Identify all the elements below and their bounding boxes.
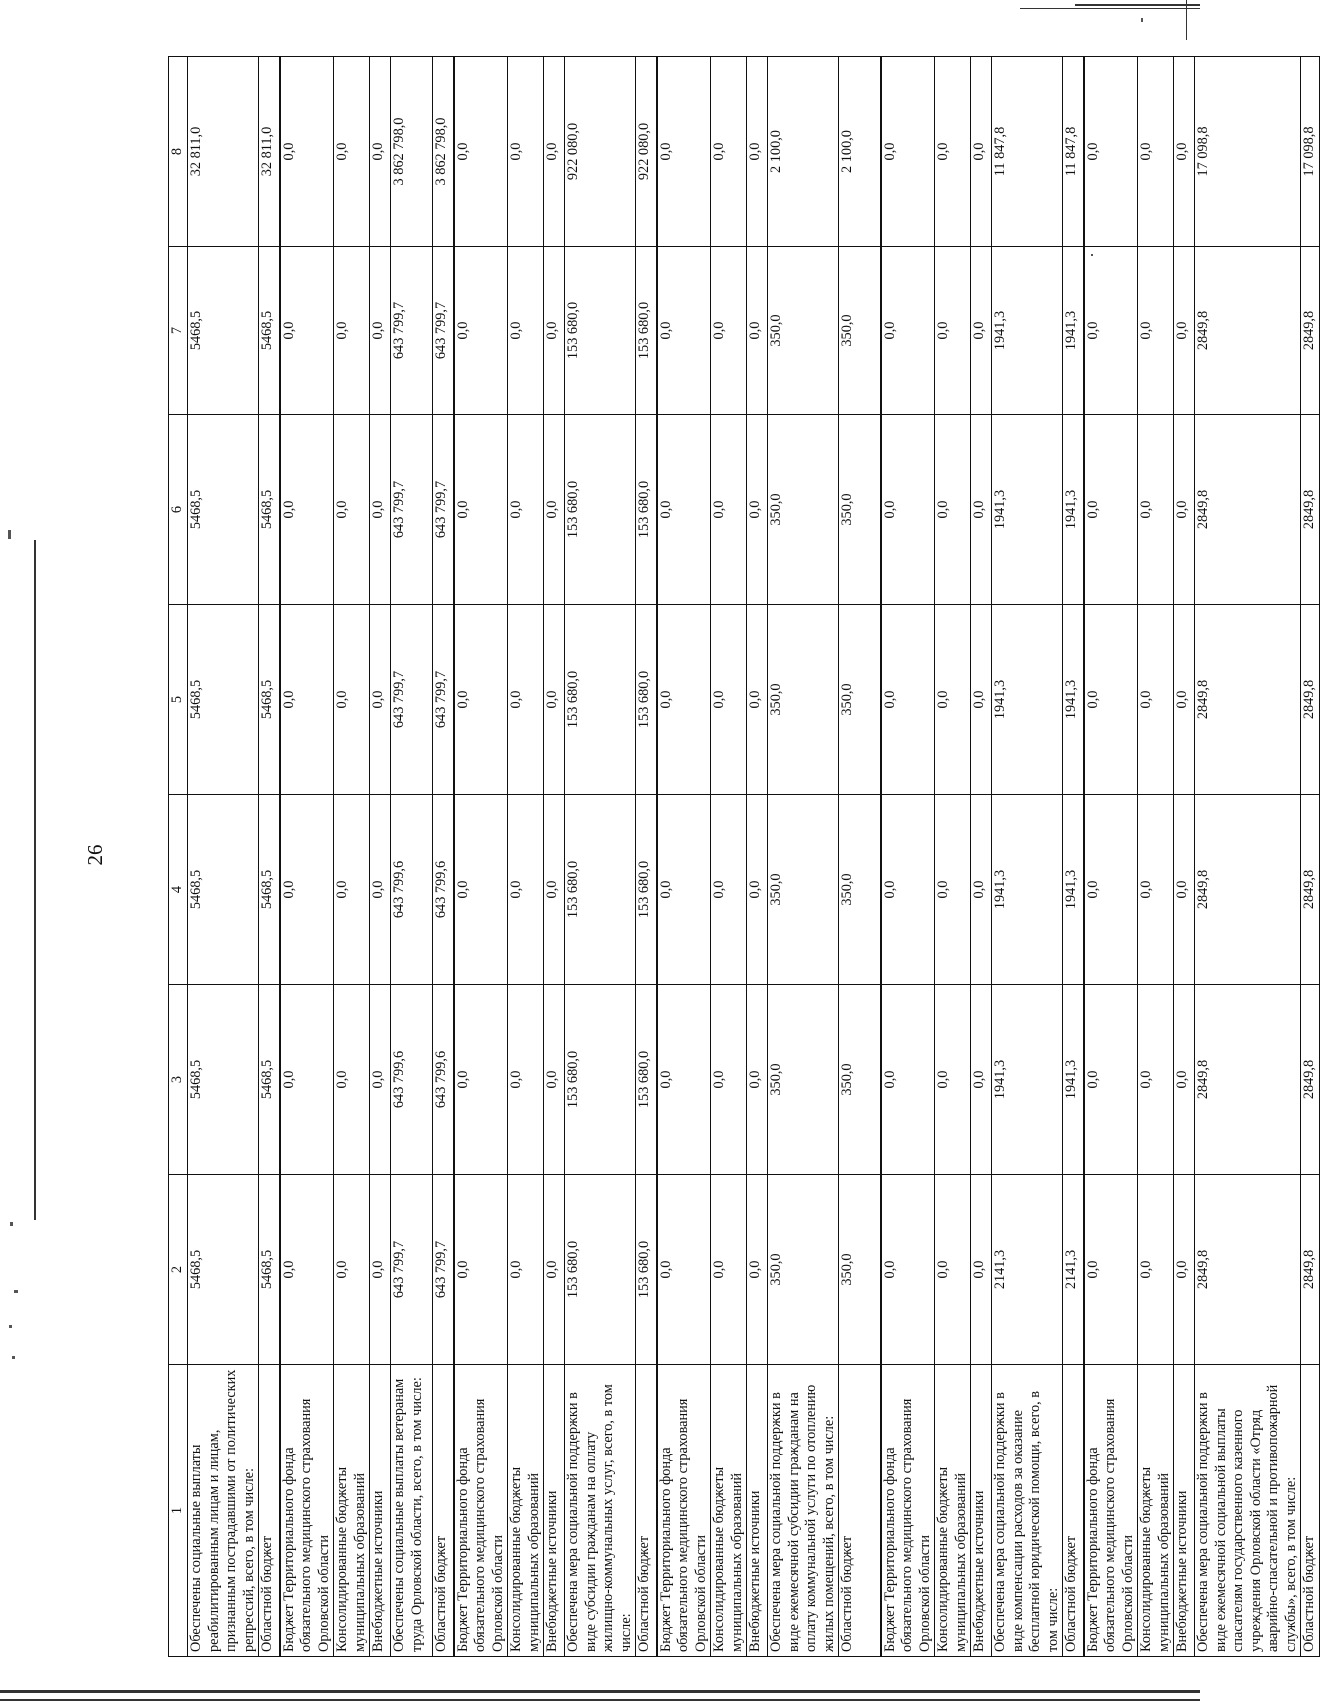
cell-value: 0,0 bbox=[454, 57, 508, 247]
table-row bbox=[881, 57, 935, 1657]
cell-value: 0,0 bbox=[657, 985, 711, 1175]
table-row bbox=[711, 57, 747, 1657]
row-label: Обеспечена мера социальной поддержки в виде ежемесячной субсидии гражданам на оплату коммунальной услуги по отоплению жилых помещений, всего, в том числе: bbox=[768, 1365, 839, 1657]
cell-value: 2 100,0 bbox=[768, 57, 839, 247]
cell-value: 0,0 bbox=[657, 605, 711, 795]
cell-value: 3 862 798,0 bbox=[391, 57, 433, 247]
cell-value: 1941,3 bbox=[1063, 795, 1084, 985]
table-row bbox=[768, 57, 839, 1657]
cell-value: 0,0 bbox=[1174, 795, 1195, 985]
cell-value: 0,0 bbox=[544, 985, 565, 1175]
row-label: Областной бюджет bbox=[433, 1365, 454, 1657]
cell-value: 0,0 bbox=[508, 1175, 544, 1365]
cell-value: 643 799,7 bbox=[433, 247, 454, 415]
column-header: 7 bbox=[169, 247, 188, 415]
cell-value: 153 680,0 bbox=[565, 985, 636, 1175]
scan-speck bbox=[1141, 18, 1143, 22]
cell-value: 0,0 bbox=[370, 985, 391, 1175]
cell-value: 0,0 bbox=[1084, 795, 1138, 985]
cell-value: 0,0 bbox=[1138, 985, 1174, 1175]
cell-value: 0,0 bbox=[971, 795, 992, 985]
page-number: 26 bbox=[83, 844, 107, 866]
table-row bbox=[1138, 57, 1174, 1657]
cell-value: 0,0 bbox=[280, 985, 334, 1175]
cell-value: 0,0 bbox=[935, 415, 971, 605]
scan-edge-line bbox=[1075, 4, 1200, 6]
cell-value: 0,0 bbox=[508, 247, 544, 415]
cell-value: 0,0 bbox=[971, 247, 992, 415]
cell-value: 0,0 bbox=[544, 605, 565, 795]
cell-value: 153 680,0 bbox=[636, 985, 657, 1175]
row-label: Обеспечены социальные выплаты ветеранам труда Орловской области, всего, в том числе: bbox=[391, 1365, 433, 1657]
cell-value: 0,0 bbox=[508, 57, 544, 247]
cell-value: 0,0 bbox=[454, 795, 508, 985]
cell-value: 3 862 798,0 bbox=[433, 57, 454, 247]
cell-value: 0,0 bbox=[1174, 415, 1195, 605]
cell-value: 0,0 bbox=[1138, 795, 1174, 985]
cell-value: 0,0 bbox=[711, 247, 747, 415]
row-label: Бюджет Территориального фонда обязательного медицинского страхования Орловской области bbox=[454, 1365, 508, 1657]
cell-value: 0,0 bbox=[711, 795, 747, 985]
cell-value: 153 680,0 bbox=[636, 795, 657, 985]
cell-value: 0,0 bbox=[1084, 247, 1138, 415]
cell-value: 0,0 bbox=[881, 415, 935, 605]
table-row bbox=[391, 57, 433, 1657]
cell-value: 0,0 bbox=[747, 57, 768, 247]
cell-value: 0,0 bbox=[935, 985, 971, 1175]
cell-value: 1941,3 bbox=[992, 247, 1063, 415]
row-label: Консолидированные бюджеты муниципальных образований bbox=[935, 1365, 971, 1657]
cell-value: 2849,8 bbox=[1301, 985, 1320, 1175]
cell-value: 0,0 bbox=[1084, 1175, 1138, 1365]
table-row bbox=[657, 57, 711, 1657]
cell-value: 0,0 bbox=[370, 795, 391, 985]
row-label: Консолидированные бюджеты муниципальных образований bbox=[711, 1365, 747, 1657]
cell-value: 2849,8 bbox=[1301, 795, 1320, 985]
cell-value: 0,0 bbox=[881, 247, 935, 415]
cell-value: 0,0 bbox=[747, 415, 768, 605]
cell-value: 0,0 bbox=[544, 795, 565, 985]
cell-value: 0,0 bbox=[711, 57, 747, 247]
column-header: 6 bbox=[169, 415, 188, 605]
cell-value: 0,0 bbox=[935, 605, 971, 795]
table-row bbox=[1084, 57, 1138, 1657]
cell-value: 0,0 bbox=[881, 795, 935, 985]
cell-value: 2849,8 bbox=[1195, 415, 1301, 605]
cell-value: 0,0 bbox=[747, 985, 768, 1175]
cell-value: 0,0 bbox=[334, 247, 370, 415]
cell-value: 2141,3 bbox=[1063, 1175, 1084, 1365]
cell-value: 0,0 bbox=[370, 57, 391, 247]
cell-value: 0,0 bbox=[370, 1175, 391, 1365]
cell-value: 350,0 bbox=[768, 795, 839, 985]
cell-value: 643 799,7 bbox=[391, 605, 433, 795]
table-row bbox=[454, 57, 508, 1657]
cell-value: 0,0 bbox=[334, 57, 370, 247]
cell-value: 0,0 bbox=[881, 985, 935, 1175]
cell-value: 17 098,8 bbox=[1301, 57, 1320, 247]
cell-value: 153 680,0 bbox=[565, 795, 636, 985]
table-row bbox=[188, 57, 259, 1657]
row-label: Областной бюджет bbox=[1063, 1365, 1084, 1657]
cell-value: 0,0 bbox=[1084, 415, 1138, 605]
table-row bbox=[1174, 57, 1195, 1657]
cell-value: 0,0 bbox=[1084, 605, 1138, 795]
row-label: Обеспечена мера социальной поддержки в виде компенсации расходов за оказание бесплатной юридической помощи, всего, в том числе: bbox=[992, 1365, 1063, 1657]
scan-edge-line bbox=[1186, 0, 1187, 40]
cell-value: 0,0 bbox=[370, 415, 391, 605]
cell-value: 0,0 bbox=[334, 795, 370, 985]
table-row bbox=[1301, 57, 1320, 1657]
cell-value: 0,0 bbox=[971, 57, 992, 247]
row-label: Консолидированные бюджеты муниципальных образований bbox=[334, 1365, 370, 1657]
row-label: Бюджет Территориального фонда обязательного медицинского страхования Орловской области bbox=[280, 1365, 334, 1657]
cell-value: 5468,5 bbox=[259, 1175, 280, 1365]
cell-value: 0,0 bbox=[747, 795, 768, 985]
cell-value: 0,0 bbox=[657, 57, 711, 247]
table-row bbox=[971, 57, 992, 1657]
cell-value: 0,0 bbox=[711, 605, 747, 795]
cell-value: 5468,5 bbox=[188, 985, 259, 1175]
cell-value: 0,0 bbox=[657, 795, 711, 985]
cell-value: 0,0 bbox=[454, 985, 508, 1175]
cell-value: 0,0 bbox=[657, 247, 711, 415]
cell-value: 153 680,0 bbox=[636, 605, 657, 795]
cell-value: 350,0 bbox=[768, 605, 839, 795]
table-row bbox=[433, 57, 454, 1657]
cell-value: 0,0 bbox=[935, 247, 971, 415]
cell-value: 2849,8 bbox=[1195, 1175, 1301, 1365]
cell-value: 0,0 bbox=[370, 605, 391, 795]
table-row bbox=[839, 57, 881, 1657]
table-row bbox=[636, 57, 657, 1657]
cell-value: 1941,3 bbox=[1063, 605, 1084, 795]
cell-value: 1941,3 bbox=[992, 415, 1063, 605]
cell-value: 0,0 bbox=[657, 415, 711, 605]
cell-value: 0,0 bbox=[935, 57, 971, 247]
cell-value: 32 811,0 bbox=[259, 57, 280, 247]
cell-value: 153 680,0 bbox=[565, 1175, 636, 1365]
table-row bbox=[370, 57, 391, 1657]
cell-value: 2849,8 bbox=[1195, 247, 1301, 415]
column-header: 1 bbox=[169, 1365, 188, 1657]
cell-value: 5468,5 bbox=[259, 985, 280, 1175]
scan-speck bbox=[8, 530, 11, 539]
cell-value: 0,0 bbox=[454, 415, 508, 605]
cell-value: 5468,5 bbox=[259, 605, 280, 795]
cell-value: 0,0 bbox=[935, 795, 971, 985]
cell-value: 0,0 bbox=[280, 415, 334, 605]
cell-value: 643 799,6 bbox=[433, 795, 454, 985]
column-header: 8 bbox=[169, 57, 188, 247]
cell-value: 2849,8 bbox=[1301, 415, 1320, 605]
table-row bbox=[259, 57, 280, 1657]
cell-value: 5468,5 bbox=[259, 795, 280, 985]
cell-value: 2 100,0 bbox=[839, 57, 881, 247]
row-label: Обеспечена мера социальной поддержки в виде ежемесячной социальной выплаты спасателям государственного казенного учреждения Орловской области «Отряд аварийно-спасательной и противопожарной службы», всего, в том числе: bbox=[1195, 1365, 1301, 1657]
cell-value: 0,0 bbox=[280, 1175, 334, 1365]
row-label: Бюджет Территориального фонда обязательного медицинского страхования Орловской области bbox=[657, 1365, 711, 1657]
cell-value: 0,0 bbox=[544, 415, 565, 605]
scan-speck bbox=[14, 1290, 18, 1293]
budget-table bbox=[168, 56, 1320, 1657]
cell-value: 2849,8 bbox=[1301, 605, 1320, 795]
cell-value: 17 098,8 bbox=[1195, 57, 1301, 247]
row-label: Внебюджетные источники bbox=[1174, 1365, 1195, 1657]
row-label: Внебюджетные источники bbox=[747, 1365, 768, 1657]
cell-value: 0,0 bbox=[747, 247, 768, 415]
cell-value: 0,0 bbox=[454, 605, 508, 795]
row-label: Областной бюджет bbox=[259, 1365, 280, 1657]
scan-edge-line bbox=[0, 1699, 1200, 1701]
cell-value: 5468,5 bbox=[188, 1175, 259, 1365]
cell-value: 1941,3 bbox=[1063, 247, 1084, 415]
cell-value: 11 847,8 bbox=[1063, 57, 1084, 247]
cell-value: 0,0 bbox=[544, 57, 565, 247]
row-label: Областной бюджет bbox=[636, 1365, 657, 1657]
cell-value: 350,0 bbox=[768, 985, 839, 1175]
cell-value: 350,0 bbox=[768, 415, 839, 605]
row-label: Обеспечена мера социальной поддержки в виде субсидии гражданам на оплату жилищно-коммунальных услуг, всего, в том числе: bbox=[565, 1365, 636, 1657]
cell-value: 153 680,0 bbox=[565, 247, 636, 415]
cell-value: 0,0 bbox=[280, 57, 334, 247]
cell-value: 0,0 bbox=[334, 985, 370, 1175]
row-label: Бюджет Территориального фонда обязательного медицинского страхования Орловской области bbox=[1084, 1365, 1138, 1657]
cell-value: 5468,5 bbox=[188, 247, 259, 415]
table-row bbox=[1195, 57, 1301, 1657]
column-header: 4 bbox=[169, 795, 188, 985]
cell-value: 0,0 bbox=[1084, 985, 1138, 1175]
cell-value: 922 080,0 bbox=[565, 57, 636, 247]
cell-value: 0,0 bbox=[334, 1175, 370, 1365]
scan-speck bbox=[9, 1325, 12, 1328]
cell-value: 0,0 bbox=[1138, 605, 1174, 795]
cell-value: 0,0 bbox=[508, 795, 544, 985]
cell-value: 643 799,6 bbox=[391, 985, 433, 1175]
cell-value: 0,0 bbox=[711, 1175, 747, 1365]
cell-value: 0,0 bbox=[971, 1175, 992, 1365]
row-label: Консолидированные бюджеты муниципальных образований bbox=[1138, 1365, 1174, 1657]
cell-value: 0,0 bbox=[1174, 247, 1195, 415]
cell-value: 0,0 bbox=[508, 415, 544, 605]
cell-value: 0,0 bbox=[334, 605, 370, 795]
table-row bbox=[992, 57, 1063, 1657]
cell-value: 0,0 bbox=[454, 1175, 508, 1365]
cell-value: 153 680,0 bbox=[565, 605, 636, 795]
row-label: Областной бюджет bbox=[1301, 1365, 1320, 1657]
rotated-table-wrapper bbox=[168, 57, 1317, 1657]
cell-value: 643 799,6 bbox=[433, 985, 454, 1175]
cell-value: 0,0 bbox=[334, 415, 370, 605]
column-header: 5 bbox=[169, 605, 188, 795]
cell-value: 350,0 bbox=[839, 605, 881, 795]
cell-value: 0,0 bbox=[881, 1175, 935, 1365]
cell-value: 922 080,0 bbox=[636, 57, 657, 247]
cell-value: 1941,3 bbox=[1063, 985, 1084, 1175]
cell-value: 350,0 bbox=[839, 985, 881, 1175]
cell-value: 2849,8 bbox=[1301, 1175, 1320, 1365]
cell-value: 0,0 bbox=[544, 247, 565, 415]
cell-value: 0,0 bbox=[881, 605, 935, 795]
cell-value: 153 680,0 bbox=[636, 247, 657, 415]
cell-value: 643 799,7 bbox=[433, 1175, 454, 1365]
cell-value: 0,0 bbox=[1174, 1175, 1195, 1365]
row-label: Областной бюджет bbox=[839, 1365, 881, 1657]
cell-value: 643 799,7 bbox=[391, 1175, 433, 1365]
cell-value: 0,0 bbox=[280, 605, 334, 795]
table-body bbox=[169, 57, 1320, 1657]
scan-edge-line bbox=[0, 1690, 1200, 1693]
cell-value: 1941,3 bbox=[1063, 415, 1084, 605]
cell-value: 0,0 bbox=[971, 985, 992, 1175]
cell-value: 350,0 bbox=[768, 247, 839, 415]
row-label: Бюджет Территориального фонда обязательного медицинского страхования Орловской области bbox=[881, 1365, 935, 1657]
cell-value: 5468,5 bbox=[188, 795, 259, 985]
cell-value: 0,0 bbox=[1138, 247, 1174, 415]
cell-value: 2849,8 bbox=[1195, 985, 1301, 1175]
cell-value: 1941,3 bbox=[992, 795, 1063, 985]
cell-value: 0,0 bbox=[1174, 605, 1195, 795]
table-row bbox=[508, 57, 544, 1657]
column-header: 3 bbox=[169, 985, 188, 1175]
cell-value: 153 680,0 bbox=[636, 1175, 657, 1365]
cell-value: 0,0 bbox=[1138, 57, 1174, 247]
cell-value: 350,0 bbox=[839, 795, 881, 985]
cell-value: 0,0 bbox=[1084, 57, 1138, 247]
cell-value: 153 680,0 bbox=[636, 415, 657, 605]
cell-value: 0,0 bbox=[508, 985, 544, 1175]
table-row bbox=[935, 57, 971, 1657]
cell-value: 643 799,7 bbox=[433, 605, 454, 795]
cell-value: 0,0 bbox=[454, 247, 508, 415]
cell-value: 643 799,7 bbox=[433, 415, 454, 605]
cell-value: 2849,8 bbox=[1195, 795, 1301, 985]
table-row bbox=[1063, 57, 1084, 1657]
cell-value: 2141,3 bbox=[992, 1175, 1063, 1365]
cell-value: 0,0 bbox=[935, 1175, 971, 1365]
table-row bbox=[747, 57, 768, 1657]
cell-value: 0,0 bbox=[971, 415, 992, 605]
cell-value: 350,0 bbox=[839, 415, 881, 605]
cell-value: 0,0 bbox=[881, 57, 935, 247]
cell-value: 0,0 bbox=[370, 247, 391, 415]
row-label: Внебюджетные источники bbox=[971, 1365, 992, 1657]
cell-value: 1941,3 bbox=[992, 985, 1063, 1175]
cell-value: 5468,5 bbox=[188, 415, 259, 605]
cell-value: 5468,5 bbox=[259, 247, 280, 415]
row-label: Внебюджетные источники bbox=[370, 1365, 391, 1657]
table-header-row bbox=[169, 57, 188, 1657]
row-label: Консолидированные бюджеты муниципальных образований bbox=[508, 1365, 544, 1657]
cell-value: 0,0 bbox=[280, 247, 334, 415]
cell-value: 0,0 bbox=[1174, 57, 1195, 247]
cell-value: 11 847,8 bbox=[992, 57, 1063, 247]
scan-speck bbox=[12, 1356, 15, 1359]
cell-value: 0,0 bbox=[747, 1175, 768, 1365]
cell-value: 0,0 bbox=[971, 605, 992, 795]
cell-value: 643 799,7 bbox=[391, 415, 433, 605]
cell-value: 350,0 bbox=[839, 247, 881, 415]
cell-value: 5468,5 bbox=[259, 415, 280, 605]
cell-value: 0,0 bbox=[711, 985, 747, 1175]
table-row bbox=[544, 57, 565, 1657]
cell-value: 2849,8 bbox=[1301, 247, 1320, 415]
cell-value: 0,0 bbox=[711, 415, 747, 605]
row-label: Обеспечены социальные выплаты реабилитированным лицам и лицам, признанным пострадавшими от политических репрессий, всего, в том числе: bbox=[188, 1365, 259, 1657]
table-row bbox=[334, 57, 370, 1657]
cell-value: 350,0 bbox=[839, 1175, 881, 1365]
cell-value: 0,0 bbox=[508, 605, 544, 795]
cell-value: 32 811,0 bbox=[188, 57, 259, 247]
cell-value: 350,0 bbox=[768, 1175, 839, 1365]
cell-value: 0,0 bbox=[1138, 1175, 1174, 1365]
cell-value: 0,0 bbox=[1174, 985, 1195, 1175]
cell-value: 643 799,6 bbox=[391, 795, 433, 985]
cell-value: 0,0 bbox=[280, 795, 334, 985]
cell-value: 2849,8 bbox=[1195, 605, 1301, 795]
scan-speck bbox=[10, 1222, 13, 1226]
row-label: Внебюджетные источники bbox=[544, 1365, 565, 1657]
column-header: 2 bbox=[169, 1175, 188, 1365]
cell-value: 0,0 bbox=[544, 1175, 565, 1365]
cell-value: 0,0 bbox=[657, 1175, 711, 1365]
scan-edge-line bbox=[34, 540, 36, 1220]
cell-value: 643 799,7 bbox=[391, 247, 433, 415]
table-row bbox=[565, 57, 636, 1657]
cell-value: 5468,5 bbox=[188, 605, 259, 795]
cell-value: 1941,3 bbox=[992, 605, 1063, 795]
cell-value: 0,0 bbox=[747, 605, 768, 795]
scan-edge-line bbox=[1020, 8, 1200, 9]
cell-value: 153 680,0 bbox=[565, 415, 636, 605]
table-row bbox=[280, 57, 334, 1657]
cell-value: 0,0 bbox=[1138, 415, 1174, 605]
